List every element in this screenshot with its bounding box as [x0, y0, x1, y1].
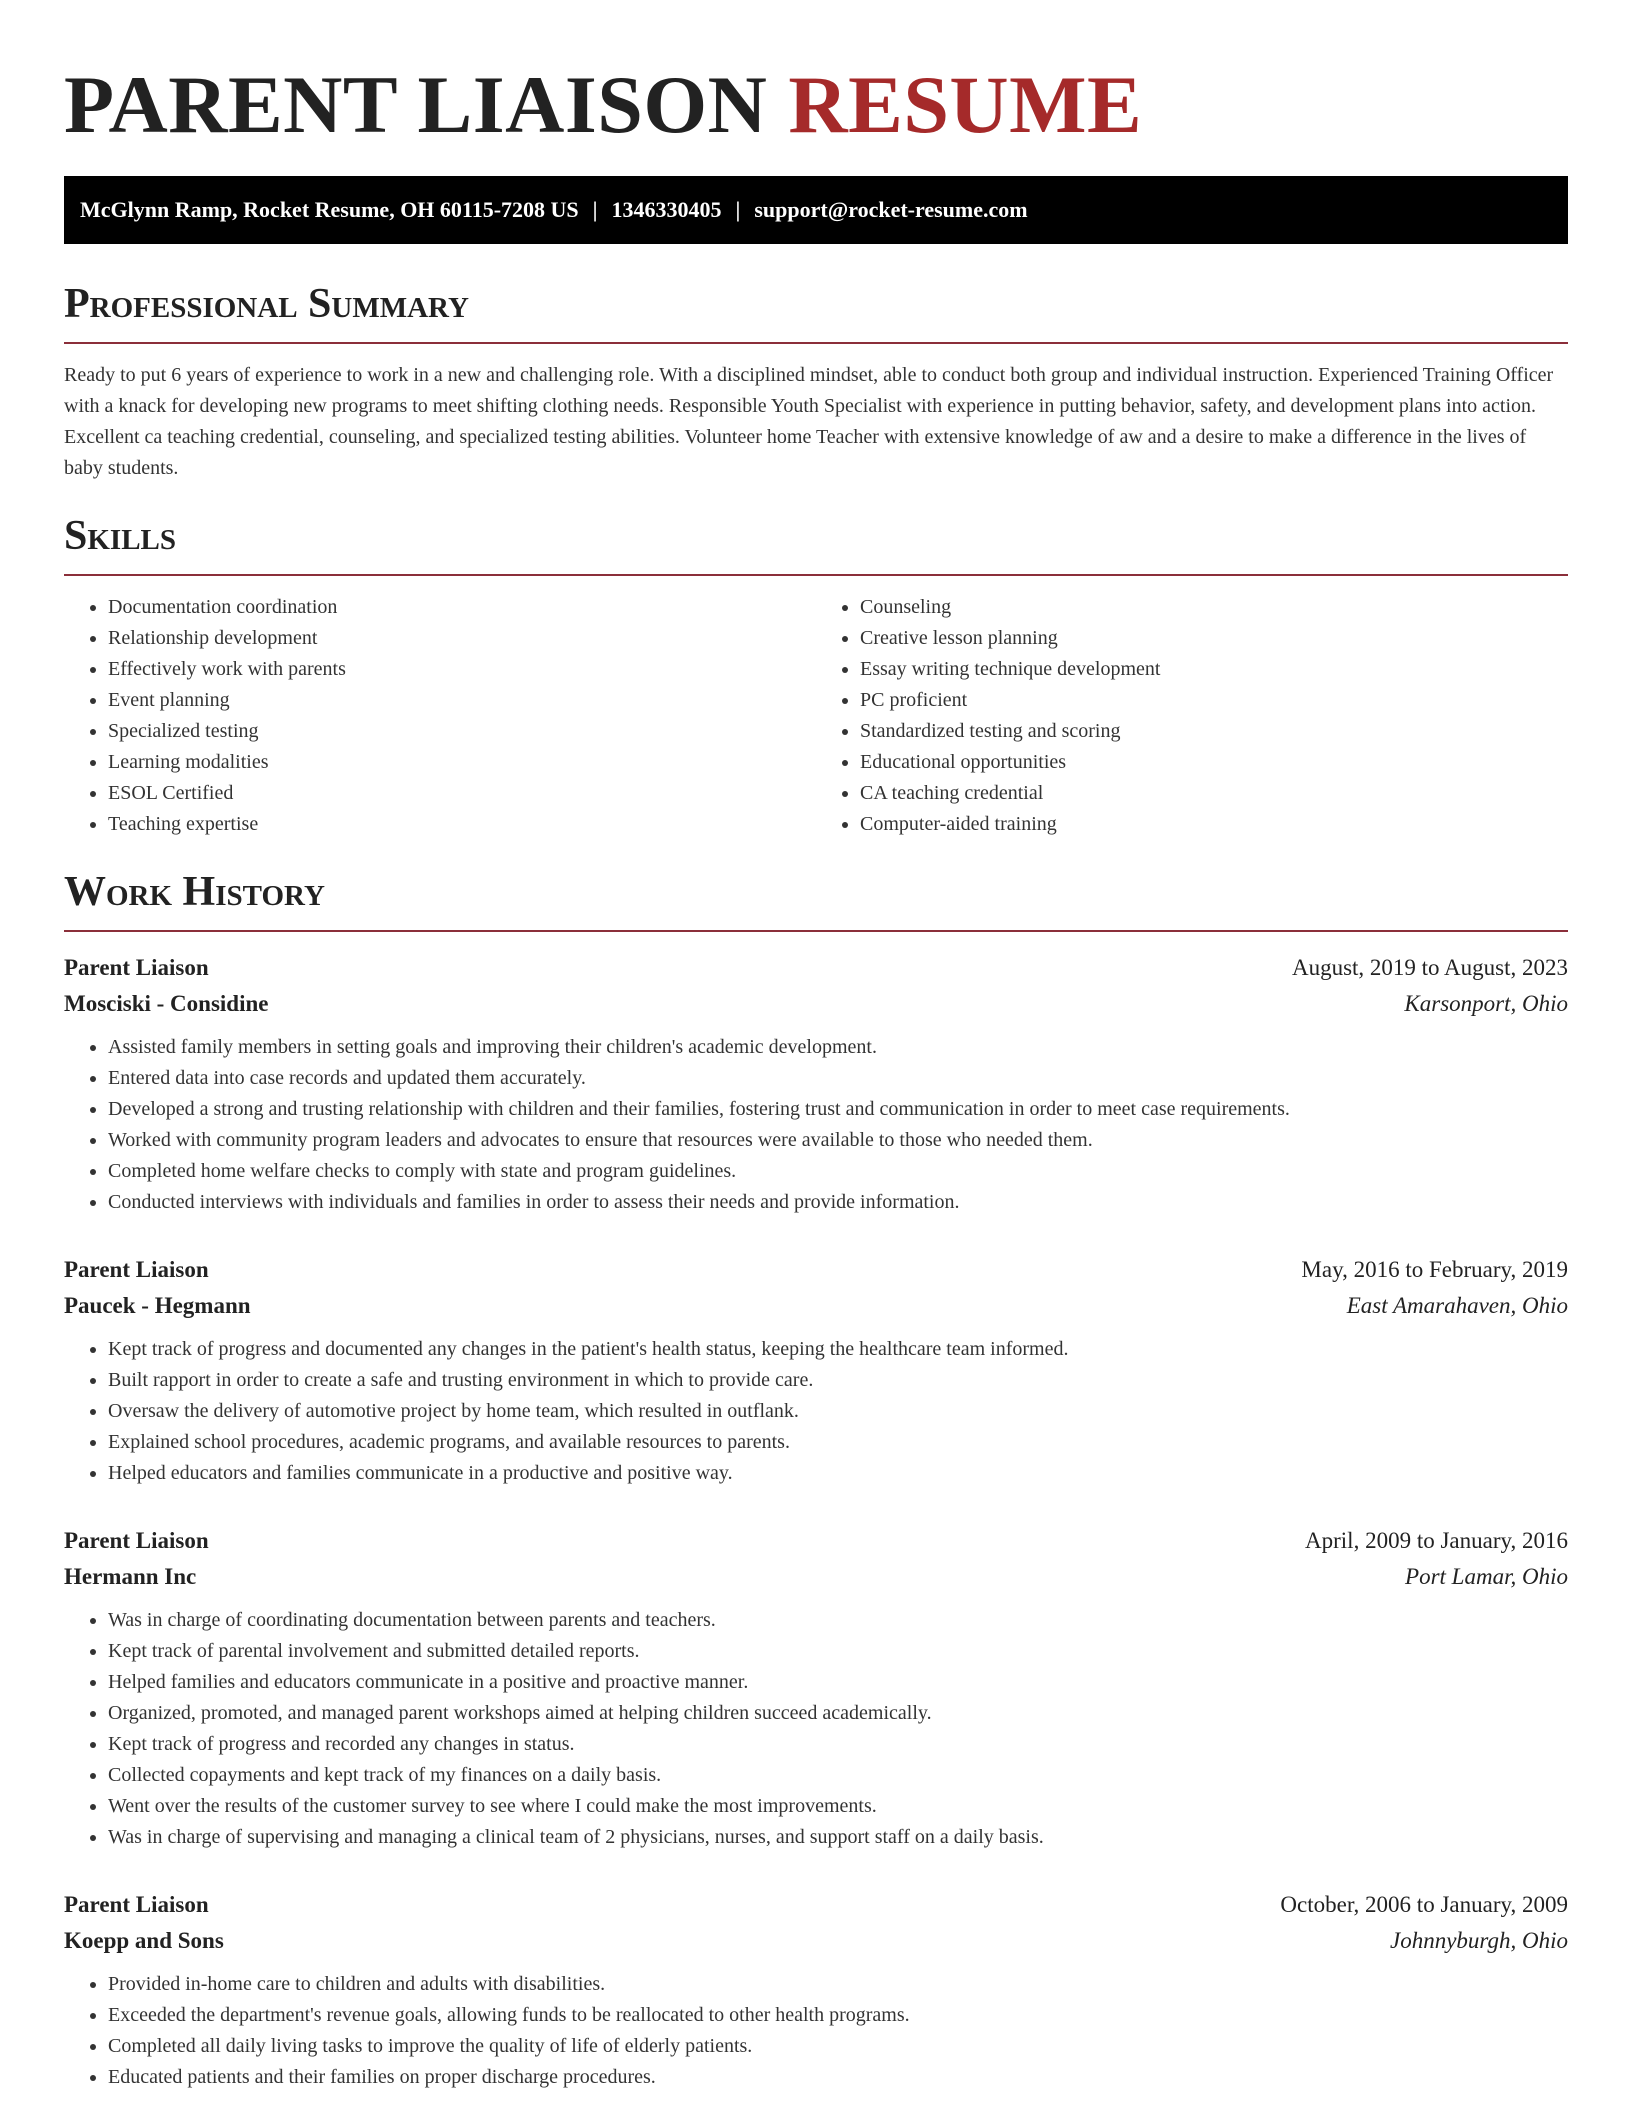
job-header-row: [64, 950, 1568, 986]
job-bullet: • Educated patients and their families on proper discharge procedures.: [108, 2062, 1568, 2093]
skill-item: • PC proficient: [860, 685, 1568, 716]
job-header-row: [64, 1523, 1568, 1559]
skill-item: • ESOL Certified: [108, 778, 816, 809]
work-history-heading: Work History: [64, 866, 1568, 932]
skill-item: • Documentation coordination: [108, 592, 816, 623]
job-bullet: • Organized, promoted, and managed parent workshops aimed at helping children succeed academically.: [108, 1698, 1568, 1729]
job-location: East Amarahaven, Ohio: [1346, 1293, 1568, 1318]
contact-phone: 1346330405: [611, 197, 722, 222]
job-bullets: [64, 1969, 1568, 2093]
skill-item: • Relationship development: [108, 623, 816, 654]
job-company-row: [64, 1288, 1568, 1324]
skill-item: • Learning modalities: [108, 747, 816, 778]
job-bullets: [64, 1605, 1568, 1853]
job-bullet: • Provided in-home care to children and adults with disabilities.: [108, 1969, 1568, 2000]
job-bullets: [64, 1032, 1568, 1218]
job-bullet: • Conducted interviews with individuals and families in order to assess their needs and provide information.: [108, 1187, 1568, 1218]
job-bullet: • Kept track of progress and documented any changes in the patient's health status, keeping the healthcare team informed.: [108, 1334, 1568, 1365]
title-main: PARENT LIAISON: [64, 59, 768, 150]
job-company-row: [64, 986, 1568, 1022]
job-header-row: [64, 1887, 1568, 1923]
job-bullet: • Was in charge of supervising and managing a clinical team of 2 physicians, nurses, and support staff on a daily basis.: [108, 1822, 1568, 1853]
contact-separator: |: [735, 197, 741, 222]
job-bullet: • Entered data into case records and updated them accurately.: [108, 1063, 1568, 1094]
job-bullet: • Completed home welfare checks to comply with state and program guidelines.: [108, 1156, 1568, 1187]
contact-email[interactable]: support@rocket-resume.com: [754, 197, 1028, 222]
job-company-row: [64, 1923, 1568, 1959]
job-bullet: • Developed a strong and trusting relationship with children and their families, fostering trust and communication in order to meet case requirements.: [108, 1094, 1568, 1125]
skills-column-right: [816, 592, 1568, 840]
job-bullet: • Was in charge of coordinating documentation between parents and teachers.: [108, 1605, 1568, 1636]
job-bullet: • Worked with community program leaders and advocates to ensure that resources were available to those who needed them.: [108, 1125, 1568, 1156]
skill-item: • Event planning: [108, 685, 816, 716]
job-company: Paucek - Hegmann: [64, 1293, 251, 1318]
skill-item: • CA teaching credential: [860, 778, 1568, 809]
job-bullet: • Went over the results of the customer survey to see where I could make the most improvements.: [108, 1791, 1568, 1822]
job-dates: May, 2016 to February, 2019: [1301, 1257, 1568, 1282]
job-bullet: • Explained school procedures, academic programs, and available resources to parents.: [108, 1427, 1568, 1458]
contact-separator: |: [592, 197, 598, 222]
job-bullet: • Collected copayments and kept track of my finances on a daily basis.: [108, 1760, 1568, 1791]
skill-item: • Standardized testing and scoring: [860, 716, 1568, 747]
job-bullet: • Assisted family members in setting goals and improving their children's academic development.: [108, 1032, 1568, 1063]
resume-page: [64, 0, 1568, 2093]
job-company: Hermann Inc: [64, 1564, 197, 1589]
skill-item: • Effectively work with parents: [108, 654, 816, 685]
job-header-row: [64, 1252, 1568, 1288]
job-bullet: • Oversaw the delivery of automotive project by home team, which resulted in outflank.: [108, 1396, 1568, 1427]
skills-column-left: [64, 592, 816, 840]
job-entry: [64, 1887, 1568, 2093]
job-bullets: [64, 1334, 1568, 1489]
job-title: Parent Liaison: [64, 1528, 209, 1553]
job-dates: April, 2009 to January, 2016: [1305, 1528, 1568, 1553]
job-bullet: • Helped families and educators communicate in a positive and proactive manner.: [108, 1667, 1568, 1698]
job-entry: [64, 1523, 1568, 1853]
job-dates: October, 2006 to January, 2009: [1280, 1892, 1568, 1917]
job-title: Parent Liaison: [64, 955, 209, 980]
skills-grid: [64, 592, 1568, 840]
job-bullet: • Built rapport in order to create a safe and trusting environment in which to provide care.: [108, 1365, 1568, 1396]
summary-heading: Professional Summary: [64, 278, 1568, 344]
job-entry: [64, 1252, 1568, 1489]
skill-item: • Teaching expertise: [108, 809, 816, 840]
contact-address: McGlynn Ramp, Rocket Resume, OH 60115-7208 US: [80, 197, 579, 222]
job-bullet: • Exceeded the department's revenue goals, allowing funds to be reallocated to other health programs.: [108, 2000, 1568, 2031]
job-bullet: • Kept track of parental involvement and submitted detailed reports.: [108, 1636, 1568, 1667]
job-company: Koepp and Sons: [64, 1928, 224, 1953]
job-location: Port Lamar, Ohio: [1405, 1564, 1568, 1589]
skill-item: • Counseling: [860, 592, 1568, 623]
job-company-row: [64, 1559, 1568, 1595]
skill-item: • Educational opportunities: [860, 747, 1568, 778]
skills-heading: Skills: [64, 510, 1568, 576]
skill-item: • Creative lesson planning: [860, 623, 1568, 654]
skill-item: • Computer-aided training: [860, 809, 1568, 840]
job-entry: [64, 950, 1568, 1218]
skill-item: • Specialized testing: [108, 716, 816, 747]
job-dates: August, 2019 to August, 2023: [1291, 955, 1568, 980]
job-bullet: • Helped educators and families communicate in a productive and positive way.: [108, 1458, 1568, 1489]
job-bullet: • Completed all daily living tasks to improve the quality of life of elderly patients.: [108, 2031, 1568, 2062]
job-title: Parent Liaison: [64, 1257, 209, 1282]
skill-item: • Essay writing technique development: [860, 654, 1568, 685]
title-accent: RESUME: [788, 59, 1143, 150]
resume-title: [64, 0, 1568, 150]
job-location: Karsonport, Ohio: [1404, 991, 1568, 1016]
job-bullet: • Kept track of progress and recorded any changes in status.: [108, 1729, 1568, 1760]
job-company: Mosciski - Considine: [64, 991, 269, 1016]
job-title: Parent Liaison: [64, 1892, 209, 1917]
contact-bar: [64, 176, 1568, 244]
job-location: Johnnyburgh, Ohio: [1389, 1928, 1568, 1953]
summary-text: Ready to put 6 years of experience to work in a new and challenging role. With a disciplined mindset, able to conduct both group and individual instruction. Experienced Training Officer with a knack for developing new programs to meet shifting clothing needs. Responsible Youth Specialist with experience in putting behavior, safety, and development plans into action. Excellent ca teaching credential, counseling, and specialized testing abilities. Volunteer home Teacher with extensive knowledge of aw and a desire to make a difference in the lives of baby students.: [64, 364, 1554, 479]
